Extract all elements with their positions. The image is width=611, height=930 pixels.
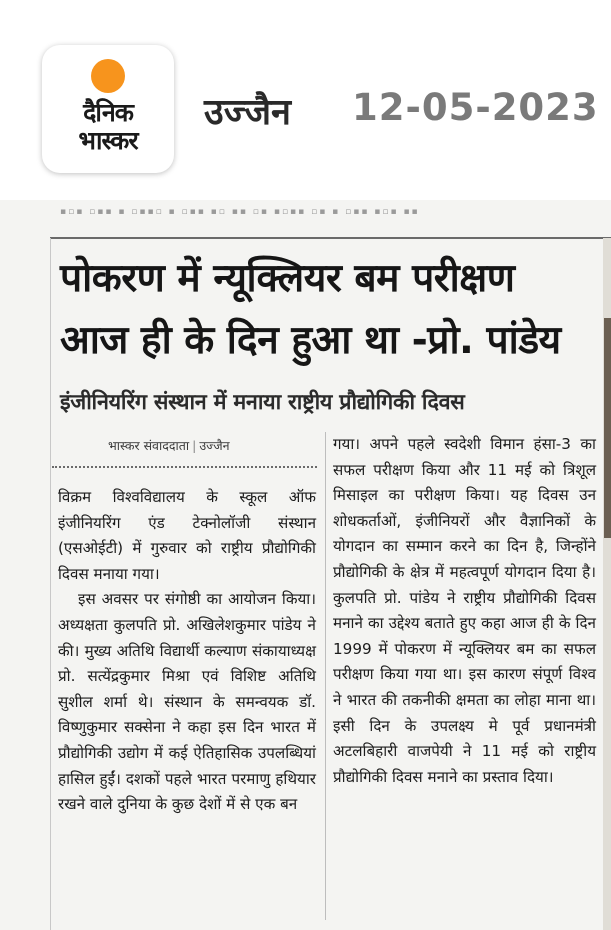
paragraph-3: गया। अपने पहले स्वदेशी विमान हंसा-3 का सफल परीक्षण किया और 11 मई को त्रिशूल मिसाइल का परीक्षण किया। यह दिवस उन शोधकर्ताओं, इंजीनियरों और वैज्ञानिकों के योगदान का सम्मान करने का दिन है, जिन्होंने प्रौद्योगिकी के क्षेत्र में महत्वपूर्ण योगदान दिया है। कुलपति प्रो. पांडेय ने राष्ट्रीय प्रौद्योगिकी दिवस मनाने का उद्देश्य बताते हुए कहा आज ही के दिन 1999 में पोकरण में न्यूक्लियर बम का सफल परीक्षण किया गया था। इस कारण संपूर्ण विश्व ने भारत की तकनीकी क्षमता का लोहा माना था। इसी दिन के उपलक्ष्य मे पूर्व प्रधानमंत्री अटलबिहारी वाजपेयी ने 11 मई को राष्ट्रीय प्रौद्योगिकी दिवस मनाने का प्रस्ताव दिया। [333, 435, 596, 786]
headline-line2: आज ही के दिन हुआ था -प्रो. पांडेय [60, 318, 561, 363]
cut-previous-article-fragment: ▪▫▪ ▫▪▪ ▪ ▫▪▪▫ ▪ ▫▪▪ ▪▫ ▪▪ ▫▪ ▪▫▪▪ ▫▪ ▪ ▫▪▪ ▪▫▪ ▪▪ [60, 207, 420, 217]
edition-city: उज्जैन [204, 92, 292, 133]
subheadline: इंजीनियरिंग संस्थान में मनाया राष्ट्रीय प्रौद्योगिकी दिवस [60, 390, 465, 415]
header-bar [0, 0, 611, 200]
byline-dotted-rule [52, 466, 317, 468]
edition-date: 12-05-2023 [352, 86, 599, 129]
column-divider [325, 432, 326, 920]
logo-line2: भास्कर [78, 126, 138, 155]
left-edge-rule [50, 238, 51, 930]
byline-source: भास्कर संवाददाता [108, 438, 190, 453]
headline-line1: पोकरण में न्यूक्लियर बम परीक्षण [60, 256, 515, 301]
byline: भास्कर संवाददाता | उज्जैन [108, 438, 230, 453]
byline-city: उज्जैन [199, 438, 230, 453]
logo-line1: दैनिक [83, 98, 133, 127]
paragraph-2: इस अवसर पर संगोष्ठी का आयोजन किया। अध्यक्षता कुलपति प्रो. अखिलेशकुमार पांडेय ने की। मुख्य अतिथि विद्यार्थी कल्याण संकायाध्यक्ष प्रो. सत्येंद्रकुमार मिश्रा एवं विशिष्ट अतिथि सुशील शर्मा थे। संस्थान के समन्वयक डॉ. विष्णुकुमार सक्सेना ने कहा इस दिन भारत में प्रौद्योगिकी उद्योग में कई ऐतिहासिक उपलब्धियां हासिल हुईं। दशकों पहले भारत परमाणु हथियार रखने वाले दुनिया के कुछ देशों में से एक बन [58, 590, 316, 814]
adjacent-photo-fragment [604, 318, 611, 538]
paragraph-1: विक्रम विश्वविद्यालय के स्कूल ऑफ इंजीनियरिंग एंड टेक्नोलॉजी संस्थान (एसओईटी) में गुरुवार को राष्ट्रीय प्रौद्योगिकी दिवस मनाया गया। [58, 488, 316, 583]
logo-sun-icon [91, 59, 125, 93]
dainik-bhaskar-logo [42, 45, 174, 173]
article-column-left [58, 485, 316, 818]
article-column-right [333, 432, 596, 790]
top-rule [50, 237, 611, 239]
